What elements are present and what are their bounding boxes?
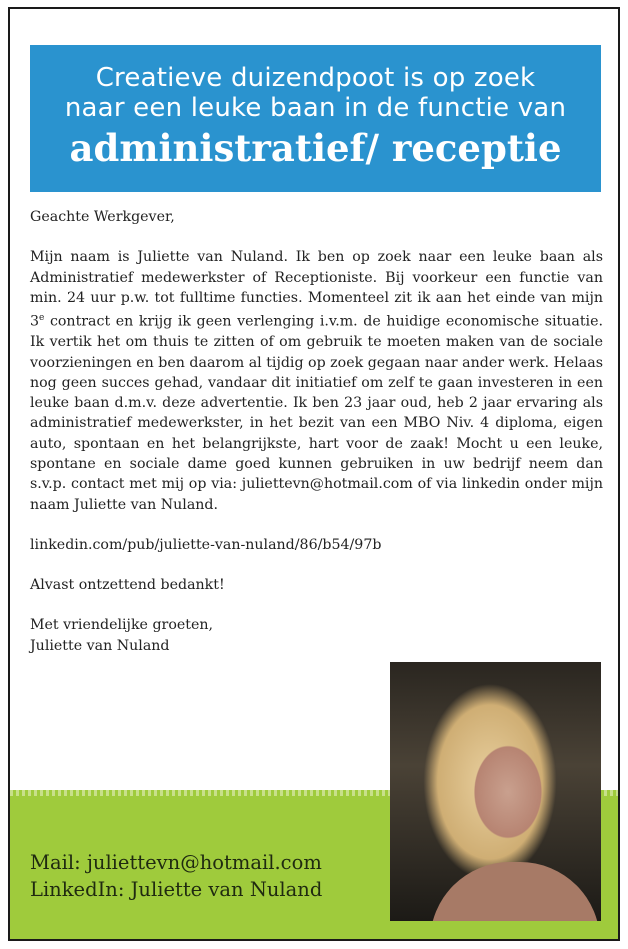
linkedin-url[interactable]: linkedin.com/pub/juliette-van-nuland/86/b54/97b — [30, 536, 382, 553]
portrait-shoulder — [430, 862, 600, 921]
contact-mail[interactable]: Mail: juliettevn@hotmail.com — [30, 851, 322, 874]
cover-letter — [30, 207, 603, 656]
thanks-line: Alvast ontzettend bedankt! — [30, 577, 225, 594]
salutation: Geachte Werkgever, — [30, 209, 175, 225]
closing-line: Met vriendelijke groeten, — [30, 617, 214, 634]
headline-line-1: Creatieve duizendpoot is op zoek — [95, 63, 536, 93]
headline-job-title: administratief/ receptie — [69, 126, 562, 170]
headline-banner — [30, 45, 601, 192]
letter-body — [30, 247, 603, 515]
advertisement-frame — [8, 7, 620, 941]
ordinal-superscript: e — [39, 313, 45, 324]
signature-name: Juliette van Nuland — [30, 637, 170, 654]
contact-linkedin[interactable]: LinkedIn: Juliette van Nuland — [30, 878, 323, 901]
letter-body-part-2: contract en krijg ik geen verlenging i.v.m. de huidige economische situatie. Ik vertik het om thuis te zitten of om gebruik te moeten maken van de sociale voorzieningen en ben daarom al tijdig op zoek gegaan naar ander werk. Helaas nog geen succes gehad, vandaar dit initiatief om zelf te gaan investeren in een leuke baan d.m.v. deze advertentie. Ik ben 23 jaar oud, heb 2 jaar ervaring als administratief medewerkster, in het bezit van een MBO Niv. 4 diploma, eigen auto, spontaan en het belangrijkste, hart voor de zaak! Mocht u een leuke, spontane en sociale dame goed kunnen gebruiken in uw bedrijf neem dan s.v.p. contact met mij op via: juliettevn@hotmail.com of via linkedin onder mijn naam Juliette van Nuland. — [30, 313, 603, 513]
letter-body-part-1: Mijn naam is Juliette van Nuland. Ik ben op zoek naar een leuke baan als Administratief medewerkster of Receptioniste. Bij voorkeur een functie van min. 24 uur p.w. tot fulltime functies. Momenteel zit ik aan het einde van mijn 3 — [30, 249, 603, 330]
contact-block — [30, 849, 322, 903]
headline-line-2: naar een leuke baan in de functie van — [64, 93, 567, 123]
portrait-photo — [390, 662, 601, 921]
